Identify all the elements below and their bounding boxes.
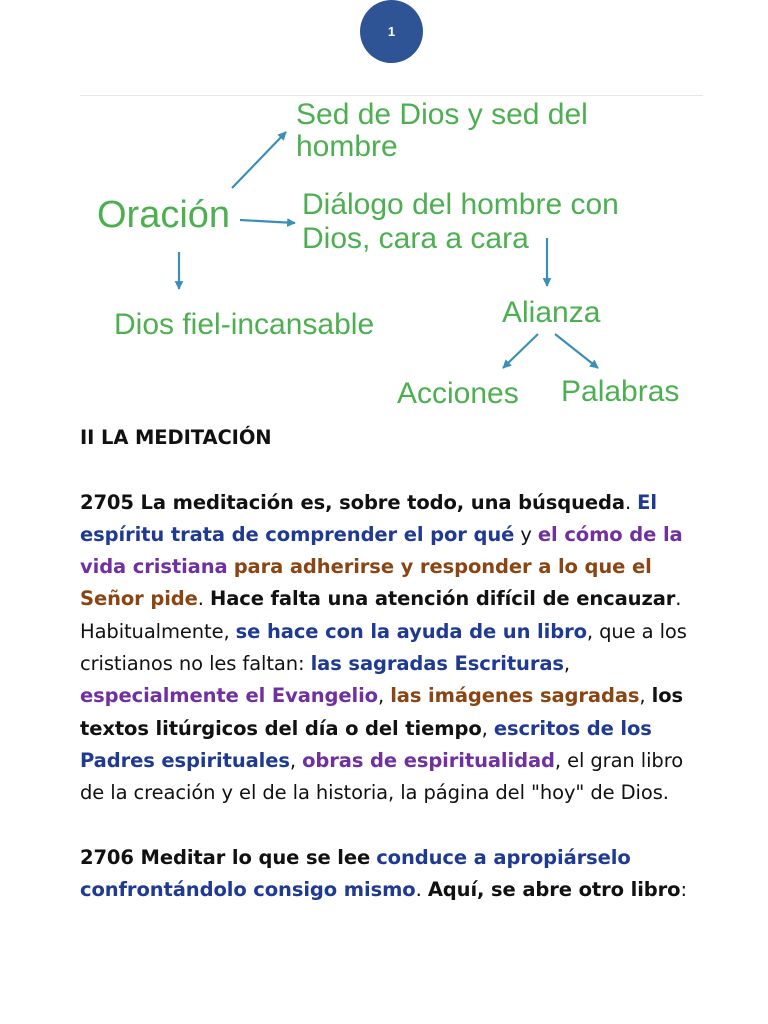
page-number-badge — [360, 0, 423, 63]
p2705-closing: , el gran libro de la creación y el de la historia, la página del "hoy" de Dios. — [80, 748, 684, 805]
p2705-sep6: , — [377, 684, 391, 708]
p2705-sep8: , — [481, 716, 494, 740]
diagram-dios-fiel: Dios fiel-incansable — [114, 308, 375, 341]
p2706-lead: 2706 Meditar lo que se lee — [80, 845, 371, 869]
p2705-sep2: y — [514, 522, 538, 546]
diagram-palabras: Palabras — [561, 375, 680, 408]
diagram-canvas — [80, 96, 703, 412]
p2705-atencion: Hace falta una atención difícil de encauzar — [209, 587, 676, 611]
p2705-escrituras: las sagradas Escrituras — [310, 652, 564, 676]
p2705-sep7: , — [639, 684, 652, 708]
arrow-to-sed — [232, 132, 286, 188]
p2705-sep4: . — [197, 587, 210, 611]
arrow-to-acciones — [503, 334, 538, 368]
p2705-liturgicos: los textos litúrgicos del día o del tiempo — [80, 684, 683, 740]
p2705-imagenes: las imágenes sagradas — [390, 684, 640, 708]
p2706-sep2: . — [415, 878, 428, 902]
p2706-conduce: conduce a apropiárselo confrontándolo consigo mismo — [80, 845, 631, 902]
diagram-center-oracion: Oración — [97, 194, 231, 236]
document-body — [80, 422, 700, 906]
diagram-sed-line2: hombre — [296, 130, 398, 163]
p2705-libro: se hace con la ayuda de un libro — [235, 619, 587, 643]
p2705-adherirse: para adherirse y responder a lo que el Señor pide — [80, 555, 652, 611]
p2705-sep5: , — [563, 652, 571, 676]
section-heading: II LA MEDITACIÓN — [80, 426, 272, 449]
diagram-alianza: Alianza — [502, 296, 601, 329]
arrow-to-dialogo — [240, 220, 295, 223]
paragraph-2706 — [80, 842, 700, 907]
paragraph-2705 — [80, 487, 700, 810]
blank-line — [80, 810, 700, 842]
p2705-padres: escritos de los Padres espirituales — [80, 716, 652, 772]
p2705-como: el cómo de la vida cristiana — [80, 522, 683, 579]
p2705-sep9: , — [289, 748, 303, 772]
p2705-cristianos: , que a los cristianos no les faltan: — [80, 619, 687, 676]
diagram-sed-line1: Sed de Dios y sed del — [296, 98, 588, 131]
diagram-dialogo-line2: Dios, cara a cara — [302, 222, 529, 255]
p2705-obras: obras de espiritualidad — [302, 748, 555, 772]
p2705-sep1: . — [624, 490, 638, 514]
oracion-concept-diagram — [80, 96, 703, 412]
p2705-evangelio: especialmente el Evangelio — [80, 684, 378, 708]
p2705-espiritu: El espíritu trata de comprender el por qué — [80, 490, 657, 546]
p2705-lead: 2705 La meditación es, sobre todo, una búsqueda — [80, 490, 625, 514]
p2706-aqui: Aquí, se abre otro libro — [427, 878, 681, 902]
blank-line — [80, 454, 700, 486]
page-number: 1 — [387, 24, 396, 39]
diagram-acciones: Acciones — [397, 377, 519, 410]
p2706-colon: : — [680, 878, 687, 902]
diagram-dialogo-line1: Diálogo del hombre con — [302, 188, 619, 221]
p2705-habitualmente: . Habitualmente, — [80, 587, 682, 643]
arrow-to-palabras — [555, 334, 598, 368]
